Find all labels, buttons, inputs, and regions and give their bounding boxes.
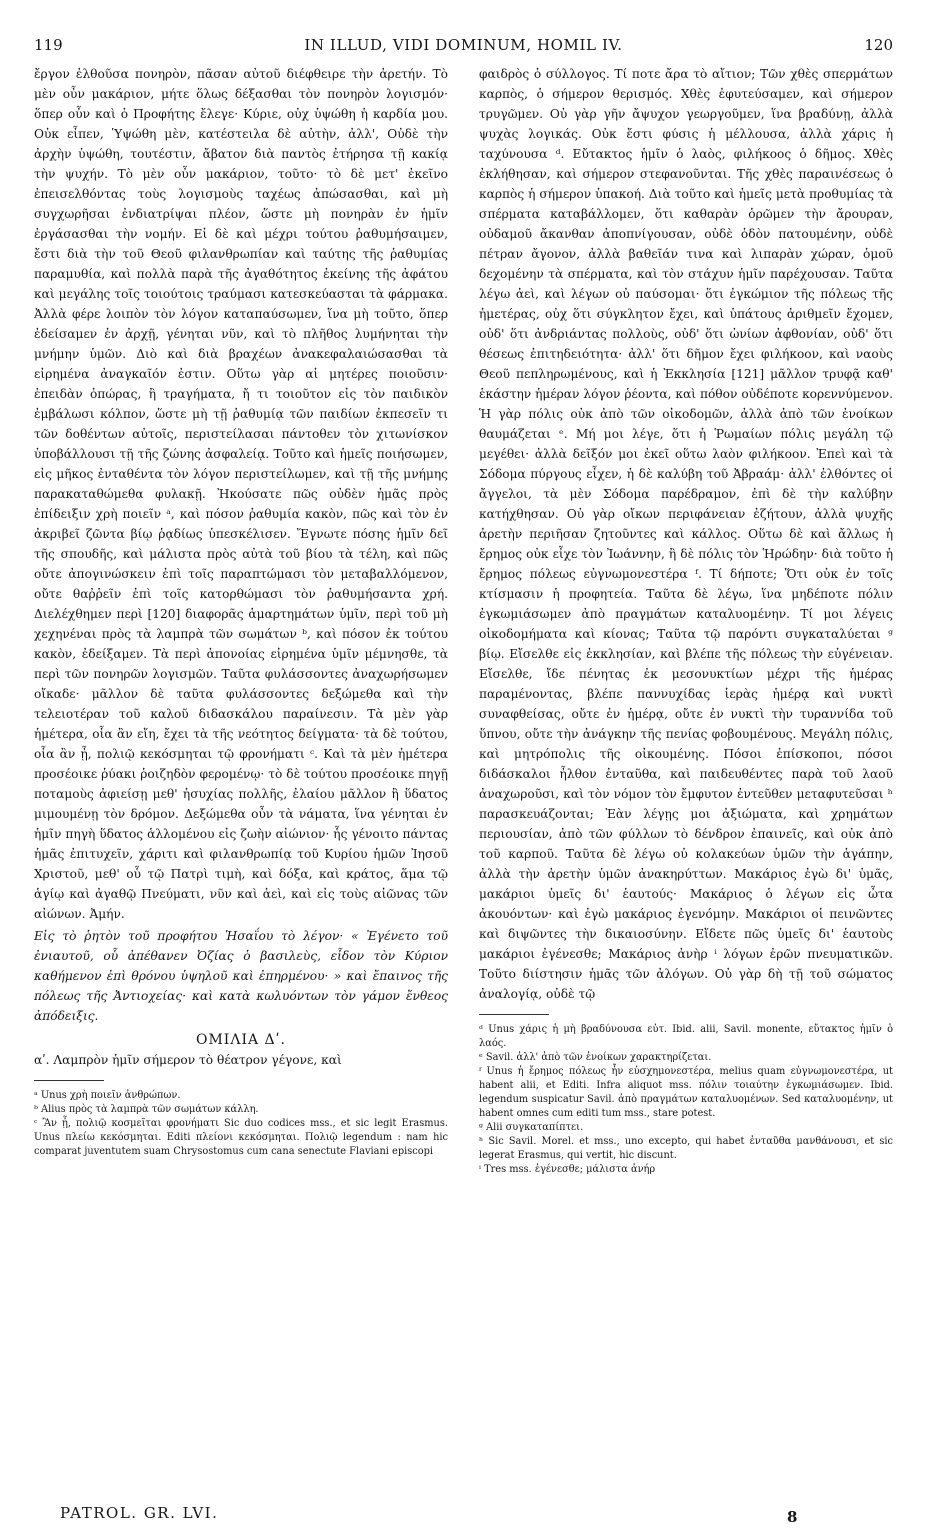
footnote-g: ᵍ Alii συγκαταπίπτει. <box>479 1122 584 1133</box>
footnote-i: ⁱ Tres mss. ἐγένεσθε; μάλιστα ἀνήρ <box>479 1164 656 1175</box>
homily-subject-heading: Εἰς τὸ ῥητὸν τοῦ προφήτου Ἡσαΐου τὸ λέγον· « Ἐγένετο τοῦ ἐνιαυτοῦ, οὗ ἀπέθανεν Ὀζίας ὁ βασιλεὺς, εἶδον τὸν Κύριον καθήμενον ἐπὶ θρόνου ὑψηλοῦ καὶ ἐπηρμένου· » καὶ ἔπαινος τῆς πόλεως τῆς Ἀντιοχείας· καὶ κατὰ κωλυόντων τὸν γάμον ἔνθεος ἀπόδειξις. <box>34 929 448 1023</box>
footnote-a: ᵃ Unus χρὴ ποιεῖν ἀνθρώπων. <box>34 1090 181 1101</box>
series-signature: PATROL. GR. LVI. <box>60 1504 219 1522</box>
running-header <box>34 34 893 62</box>
right-column <box>479 64 893 1490</box>
footnote-h: ʰ Sic Savil. Morel. et mss., uno excepto, qui habet ἐνταῦθα μανθάνουσι, et sic legerat Erasmus, qui vertit, hic discunt. <box>479 1136 893 1161</box>
homily-opening-line: αʹ. Λαμπρὸν ἡμῖν σήμερον τὸ θέατρον γέγονε, καὶ <box>34 1053 342 1067</box>
footnote-d: ᵈ Unus χάρις ἡ μὴ βραδύνουσα εὐτ. Ibid. alii, Savil. monente, εὔτακτος ἡμῖν ὁ λαός. <box>479 1024 893 1049</box>
right-body-text: φαιδρὸς ὁ σύλλογος. Τί ποτε ἄρα τὸ αἴτιον; Τῶν χθὲς σπερμάτων καρπὸς, ὁ σήμερον θερισμός. Χθὲς ἐφυτεύσαμεν, καὶ σήμερον τρυγῶμεν. Οὐ γὰρ γῆν ἄψυχον γεωργοῦμεν, ἵνα βραδύνῃ, ἀλλὰ ψυχὰς λογικάς. Οὐκ ἔστι φύσις ἡ μέλλουσα, ἀλλὰ χάρις ἡ ταχύνουσα ᵈ. Εὔτακτος ἡμῖν ὁ λαὸς, φιλήκοος ὁ δῆμος. Χθὲς ἐκλήθησαν, καὶ σήμερον στεφανοῦνται. Τῆς χθὲς παραινέσεως ὁ καρπὸς ἡ σήμερον ὑπακοή. Διὰ τοῦτο καὶ ἡμεῖς μετὰ προθυμίας τὰ σπέρματα καταβάλλομεν, ὅτι καθαρὰν ὁρῶμεν τὴν ἄρουραν, οὐδαμοῦ ἄκανθαν ἀποπνίγουσαν, οὐδὲ ὁδὸν πατουμένην, οὐδὲ πέτραν ἄγονον, ἀλλὰ βαθεῖάν τινα καὶ λιπαρὰν χώραν, ὁμοῦ δεχομένην τὰ σπέρματα, καὶ τὸν στάχυν ἡμῖν παρέχουσαν. Ταῦτα λέγω ἀεὶ, καὶ λέγων οὐ παύσομαι· ὅτι ἐγκώμιον τῆς πόλεως τῆς ἡμετέρας, οὐχ ὅτι σύγκλητον ἔχει, καὶ ὑπάτους ἀριθμεῖν ἔχομεν, οὐδ' ὅτι ἀνδριάντας πολλοὺς, οὐδ' ὅτι ὠνίων ἀφθονίαν, οὐδ' ὅτι θέσεως ἐπιτηδειότητα· ἀλλ' ὅτι δῆμον ἔχει φιλήκοον, καὶ ναοὺς Θεοῦ πεπληρωμένους, καὶ ἡ Ἐκκλησία [121] μᾶλλον τρυφᾷ καθ' ἑκάστην ἡμέραν λόγον ῥέοντα, καὶ πόθον οὐδέποτε κορεννύμενον. Ἡ γὰρ πόλις οὐκ ἀπὸ τῶν οἰκοδομῶν, ἀλλὰ ἀπὸ τῶν ἐνοίκων θαυμάζεται ᵉ. Μή μοι λέγε, ὅτι ἡ Ῥωμαίων πόλις μεγάλη τῷ μεγέθει· ἀλλὰ δεῖξόν μοι ἐκεῖ οὕτω λαὸν φιλήκοον. Ἐπεὶ καὶ τὰ Σόδομα πύργους εἶχεν, ἡ δὲ καλύβη τοῦ Ἀβραάμ· ἀλλ' ἐλθόντες οἱ ἄγγελοι, τὰ μὲν Σόδομα παρέδραμον, ἐπὶ δὲ τὴν καλύβην κατήχθησαν. Οὐ γὰρ οἴκων περιφάνειαν ἐζήτουν, ἀλλὰ ψυχῆς ἀρετὴν περιῆσαν ζητοῦντες καὶ κάλλος. Οὕτω δὲ καὶ ἄλλως ἡ ἔρημος οὐκ εἶχε τὸν Ἰωάννην, ἢ δὲ πόλις τὸν Ἡρώδην· διὰ τοῦτο ἡ ἔρημος πόλεως εὐγνωμονεστέρα ᶠ. Τί δήποτε; Ὅτι οὐκ ἐν τοῖς κτίσμασιν ἡ προφητεία. Ταῦτα δὲ λέγω, ἵνα μηδέποτε πόλιν ἐγκωμιάσωμεν ἀπὸ πραγμάτων καταλυομένην. Τί μοι λέγεις οἰκοδομήματα καὶ κίονας; Ταῦτα τῷ παρόντι συγκαταλύεται ᵍ βίῳ. Εἴσελθε εἰς ἐκκλησίαν, καὶ βλέπε τῆς πόλεως τὴν εὐγένειαν. Εἴσελθε, ἴδε πένητας ἐκ μεσονυκτίων μέχρι τῆς ἡμέρας παραμένοντας, βλέπε παννυχίδας ἱερὰς ἡμέρᾳ καὶ νυκτὶ συναφθείσας, οὔτε ἐν ἡμέρᾳ, οὔτε ἐν νυκτὶ τὴν τυραννίδα τοῦ ὕπνου, οὔτε τὴν ἀνάγκην τῆς πενίας φοβουμένους. Μεγάλη πόλις, καὶ μητρόπολις τῆς οἰκουμένης. Πόσοι ἐπίσκοποι, πόσοι διδάσκαλοι ἦλθον ἐνταῦθα, καὶ παιδευθέντες παρὰ τοῦ λαοῦ ἀναχωροῦσι, καὶ τὸν νόμον τὸν ἔμφυτον ἐντεῦθεν μεταφυτεῦσαι ʰ παρασκευάζονται; Ἐὰν λέγῃς μοι ἀξιώματα, καὶ χρημάτων περιουσίαν, ἀπὸ τῶν φύλλων τὸ δένδρον ἐπαινεῖς, καὶ οὐκ ἀπὸ τοῦ καρποῦ. Ταῦτα δὲ λέγω οὐ κολακεύων ὑμῶν τὴν ἀγάπην, ἀλλὰ τὴν ἀρετὴν ὑμῶν ἀνακηρύττων. Μακάριος ἐγὼ δι' ὑμᾶς, μακάριοι ὑμεῖς δι' ἑαυτούς· Μακάριος ὁ λέγων εἰς ὦτα ἀκουόντων· καὶ ἐγὼ μακάριος ἐγενόμην. Μακάριοι οἱ πεινῶντες καὶ διψῶντες τὴν δικαιοσύνην. Εἴδετε πῶς ὑμεῖς δι' ἑαυτοὺς μακάριοι ἐγένεσθε; Μακάριος ἀνὴρ ⁱ λόγων ἐρῶν πνευματικῶν. Τοῦτο διίστησιν ἡμᾶς τῶν ἀλόγων. Οὐ γὰρ δὴ τῇ τοῦ σώματος ἀναλογίᾳ, οὐδὲ τῷ <box>479 67 893 1001</box>
right-footnotes <box>479 1023 893 1177</box>
left-page-number: 119 <box>34 36 63 54</box>
running-title: IN ILLUD, VIDI DOMINUM, HOMIL IV. <box>304 36 623 54</box>
footnote-e: ᵉ Savil. ἀλλ' ἀπὸ τῶν ἐνοίκων χαρακτηρίζεται. <box>479 1052 712 1063</box>
footnote-b: ᵇ Alius πρὸς τὰ λαμπρὰ τῶν σωμάτων κάλλη. <box>34 1104 259 1115</box>
gathering-mark: 8 <box>787 1508 798 1526</box>
footnote-c: ᶜ Ἂν ᾖ, πολιῷ κοσμεῖται φρονήματι Sic duo codices mss., et sic legit Erasmus. Unus πλείω κεκόσμηται. Editi πλείονι κεκόσμηται. Πολιῷ legendum : nam hic comparat juventutem suam Chrysostomus cum cana senectute Flaviani episcopi <box>34 1118 448 1157</box>
homily-title: ΟΜΙΛΙΑ Δʹ. <box>195 1032 286 1048</box>
right-page-number: 120 <box>864 36 893 54</box>
left-body-text: ἔργον ἐλθοῦσα πονηρὸν, πᾶσαν αὐτοῦ διέφθειρε τὴν ἀρετήν. Τὸ μὲν οὖν μακάριον, μήτε ὅλως δέξασθαι τὸν πονηρὸν λογισμόν· ὅπερ οὖν καὶ ὁ Προφήτης ἔλεγε· Κύριε, οὐχ ὑψώθη ἡ καρδία μου. Οὐκ εἶπεν, Ὑψώθη μὲν, κατέστειλα δὲ αὐτὴν, ἀλλ', Οὐδὲ τὴν ἀρχὴν ὑψώθη, τουτέστιν, ἄβατον διὰ παντὸς ἐτήρησα τῇ κακίᾳ τὴν ψυχήν. Τὸ μὲν οὖν μακάριον, τοῦτο· τὸ δὲ μετ' ἐκεῖνο ἐπεισελθόντας τοὺς λογισμοὺς ταχέως ἀπώσασθαι, καὶ μὴ συγχωρῆσαι ἐνδιατρίψαι πλέον, ὥστε μὴ πονηρὰν ἐν ἡμῖν ἐργάσασθαι τὴν νομήν. Εἰ δὲ καὶ μέχρι τούτου ῥαθυμήσαιμεν, ἔστι διὰ τὴν τοῦ Θεοῦ φιλανθρωπίαν καὶ ταύτης τῆς ῥαθυμίας παραμυθία, καὶ πολλὰ παρὰ τῆς ἀγαθότητος ἐκείνης τῆς ἀφάτου καὶ μεγάλης τοῖς τοιούτοις τραύμασι κατεσκεύασται τὰ φάρμακα. Ἀλλὰ φέρε λοιπὸν τὸν λόγον καταπαύσωμεν, ἵνα μὴ τοῦτο, ὅπερ ἐδείσαμεν ἐν ἀρχῇ, γένηται νῦν, καὶ τὸ πλῆθος λυμήνηται τὴν μνήμην ὑμῶν. Διὸ καὶ διὰ βραχέων ἀνακεφαλαιώσασθαι τὰ εἰρημένα ἀναγκαῖόν ἐστιν. Οὕτω γὰρ αἱ μητέρες ποιοῦσιν· ἐπειδὰν ὀπώρας, ἢ τραγήματα, ἤ τι τοιοῦτον εἰς τὸν παιδικὸν ἐμβάλωσι κόλπον, ὥστε μὴ τῇ ῥαθυμίᾳ τῶν παιδίων ἐκπεσεῖν τι τῶν δοθέντων αὐτοῖς, περιστείλασαι πάντοθεν τὸν χιτωνίσκον ὑποβάλλουσι τῇ τῆς ζώνης ἀσφαλείᾳ. Τοῦτο καὶ ἡμεῖς ποιήσωμεν, εἰς μῆκος ἐνταθέντα τὸν λόγον περιστείλωμεν, καὶ τῇ τῆς μνήμης παρακαταθώμεθα φυλακῇ. Ἠκούσατε πῶς οὐδὲν ἡμᾶς πρὸς ἐπίδειξιν χρὴ ποιεῖν ᵃ, καὶ πόσον ῥαθυμία κακὸν, πῶς καὶ τὸν ἐν ἀκριβεῖ ζῶντα βίῳ ῥᾳδίως ὑπεσκέλισεν. Ἔγνωτε πόσης ἡμῖν δεῖ τῆς σπουδῆς, καὶ μάλιστα πρὸς αὐτὰ τοῦ βίου τὰ τέλη, καὶ πῶς οὔτε ἀπογινώσκειν ἐπὶ τοῖς παραπτώμασι τὸν μεταβαλλόμενον, οὔτε θαῤῥεῖν ἐπὶ τοῖς κατορθώμασι τὸν ῥαθυμήσαντα χρή. Διελέχθημεν περὶ [120] διαφορᾶς ἁμαρτημάτων ὑμῖν, περὶ τοῦ μὴ χεχηνέναι πρὸς τὰ λαμπρὰ τῶν σωμάτων ᵇ, καὶ πόσον ἐκ τούτου κακὸν, ἐδείξαμεν. Τὰ περὶ ἀπονοίας εἰρημένα ὑμῖν μέμνησθε, τὰ περὶ τῶν πονηρῶν λογισμῶν. Ταῦτα φυλάσσοντες ἀναχωρήσωμεν οἴκαδε· μᾶλλον δὲ ταῦτα φυλάσσοντες δεξώμεθα καὶ τὴν τελειοτέραν τοῦ καλοῦ διδασκάλου παραίνεσιν. Τὰ μὲν γὰρ ἡμέτερα, οἷα ἂν εἴη, ἔχει τὰ τῆς νεότητος δείγματα· τὰ δὲ τούτου, οἷα ἂν ᾖ, πολιῷ κεκόσμηται τῷ φρονήματι ᶜ. Καὶ τὰ μὲν ἡμέτερα προσέοικε ῥύακι ῥοιζηδὸν φερομένῳ· τὸ δὲ τούτου προσέοικε πηγῇ ποταμοὺς ἀφιείσῃ μεθ' ἡσυχίας πολλῆς, ἐλαίου μᾶλλον ἢ ὕδατος μιμουμένῃ τὸν δρόμον. Δεξώμεθα οὖν τὰ νάματα, ἵνα γένηται ἐν ἡμῖν πηγὴ ὕδατος ἁλλομένου εἰς ζωὴν αἰώνιον· ἧς γένοιτο πάντας ἡμᾶς ἐπιτυχεῖν, χάριτι καὶ φιλανθρωπίᾳ τοῦ Κυρίου ἡμῶν Ἰησοῦ Χριστοῦ, μεθ' οὗ τῷ Πατρὶ τιμὴ, καὶ δόξα, καὶ κράτος, ἅμα τῷ ἁγίῳ καὶ ἀγαθῷ Πνεύματι, νῦν καὶ ἀεὶ, καὶ εἰς τοὺς αἰῶνας τῶν αἰώνων. Ἀμήν. <box>34 67 448 921</box>
footnote-rule <box>34 1080 104 1081</box>
left-column <box>34 64 448 1490</box>
footnote-rule <box>479 1014 549 1015</box>
footnote-f: ᶠ Unus ἡ ἔρημος πόλεως ἦν εὐσχημονεστέρα, melius quam εὐγνωμονεστέρα, ut habent alii, et Editi. Infra aliquot mss. πόλιν τοιαύτην ἐγκωμιάσωμεν. Ibid. legendum suspicatur Savil. ἀπὸ πραγμάτων καταλυομένων. Sed καταλυομένην, ut habent omnes cum editi tum mss., stare potest. <box>479 1066 893 1119</box>
left-footnotes <box>34 1089 448 1159</box>
